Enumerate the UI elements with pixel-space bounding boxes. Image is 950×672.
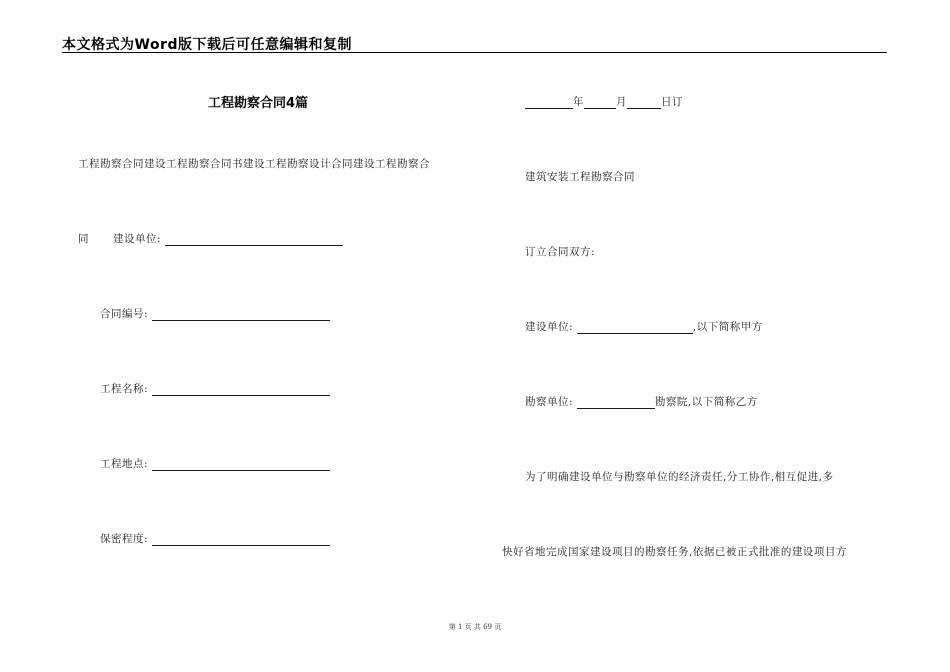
project-name-label: 工程名称: [100, 383, 149, 395]
intro-line-1: 工程勘察合同建设工程勘察合同书建设工程勘察设计合同建设工程勘察合 [78, 158, 430, 170]
party-b-blank[interactable] [577, 397, 655, 409]
purpose-paragraph-line-1: 为了明确建设单位与勘察单位的经济责任,分工协作,相互促进,多 [525, 471, 834, 483]
date-year-blank[interactable] [525, 97, 573, 109]
header-title: 本文格式为Word版下载后可任意编辑和复制 [62, 37, 352, 53]
party-b-row [525, 394, 758, 409]
parties-label: 订立合同双方: [525, 246, 596, 258]
party-a-suffix: ,以下简称甲方 [692, 321, 763, 333]
construction-unit-blank[interactable] [165, 234, 343, 246]
date-month-blank[interactable] [584, 97, 616, 109]
project-location-label: 工程地点: [100, 458, 149, 470]
intro-line-2 [78, 231, 343, 246]
date-day-blank[interactable] [627, 97, 661, 109]
date-row [525, 94, 683, 109]
contract-number-blank[interactable] [152, 309, 330, 321]
contract-type: 建筑安装工程勘察合同 [525, 171, 635, 183]
project-name-row [100, 381, 330, 396]
project-name-blank[interactable] [152, 384, 330, 396]
date-signed-label: 日订 [661, 96, 683, 108]
confidentiality-row [100, 531, 330, 546]
party-a-blank[interactable] [577, 322, 693, 334]
construction-unit-label: 建设单位: [113, 233, 162, 245]
date-month-label: 月 [616, 96, 627, 108]
party-b-suffix: 勘察院,以下简称乙方 [654, 396, 758, 408]
project-location-blank[interactable] [152, 459, 330, 471]
date-year-label: 年 [573, 96, 584, 108]
party-a-label: 建设单位: [525, 321, 574, 333]
purpose-paragraph-line-2: 快好省地完成国家建设项目的勘察任务,依据已被正式批准的建设项目方 [502, 546, 847, 558]
header-divider [62, 52, 887, 53]
project-location-row [100, 456, 330, 471]
contract-number-row [100, 306, 330, 321]
party-b-label: 勘察单位: [525, 396, 574, 408]
contract-number-label: 合同编号: [100, 308, 149, 320]
intro-line-2-text: 同 [78, 233, 89, 245]
page-number: 第 1 页 共 69 页 [448, 623, 502, 631]
confidentiality-label: 保密程度: [100, 533, 149, 545]
party-a-row [525, 319, 763, 334]
document-title: 工程勘察合同4篇 [208, 96, 309, 111]
confidentiality-blank[interactable] [152, 534, 330, 546]
